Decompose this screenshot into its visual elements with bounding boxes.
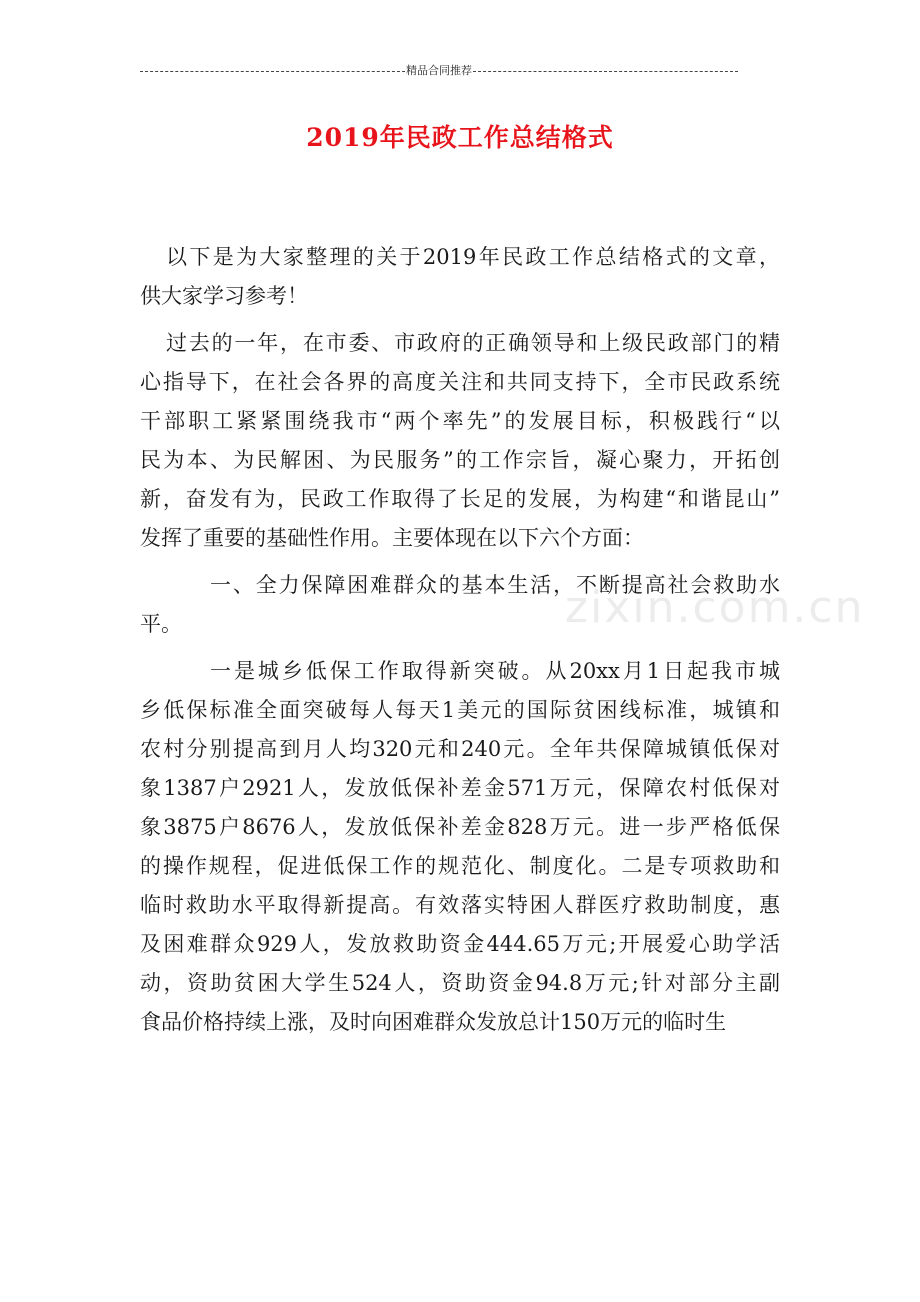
paragraph-line: 发挥了重要的基础性作用。主要体现在以下六个方面： (140, 526, 644, 550)
paragraph-line: 象3875户8676人，发放低保补差金828万元。进一步严格低保 (140, 815, 780, 839)
paragraph-line: 一是城乡低保工作取得新突破。从20xx月1日起我市城 (210, 659, 780, 683)
paragraph-line: 临时救助水平取得新提高。有效落实特困人群医疗救助制度，惠 (140, 893, 780, 917)
header-dash-right (473, 71, 738, 72)
paragraph-line: 动，资助贫困大学生524人，资助资金94.8万元;针对部分主副 (140, 971, 780, 995)
watermark: zixin.com.cn (565, 582, 865, 633)
paragraph-line: 供大家学习参考！ (140, 284, 308, 308)
paragraph-line: 及困难群众929人，发放救助资金444.65万元;开展爱心助学活 (140, 932, 780, 956)
paragraph (140, 566, 780, 644)
header-label: 精品合同推荐 (406, 64, 472, 77)
paragraph (140, 652, 780, 1042)
paragraph-line: 食品价格持续上涨，及时向困难群众发放总计150万元的临时生 (140, 1010, 727, 1034)
paragraph (140, 238, 780, 316)
document-title: 2019年民政工作总结格式 (306, 123, 614, 152)
paragraph-line: 平。 (140, 612, 182, 636)
paragraph-line: 乡低保标准全面突破每人每天1美元的国际贫困线标准，城镇和 (140, 698, 780, 722)
paragraph-line: 的操作规程，促进低保工作的规范化、制度化。二是专项救助和 (140, 854, 780, 878)
paragraph-line: 新，奋发有为，民政工作取得了长足的发展，为构建“和谐昆山” (140, 487, 780, 511)
paragraph (140, 324, 780, 558)
paragraph-line: 一、全力保障困难群众的基本生活，不断提高社会救助水 (210, 573, 780, 597)
document-body (140, 238, 780, 1050)
paragraph-line: 农村分别提高到月人均320元和240元。全年共保障城镇低保对 (140, 737, 780, 761)
header-banner (140, 64, 738, 78)
paragraph-line: 过去的一年，在市委、市政府的正确领导和上级民政部门的精 (166, 331, 780, 355)
paragraph-line: 象1387户2921人，发放低保补差金571万元，保障农村低保对 (140, 776, 780, 800)
header-dash-left (140, 71, 405, 72)
paragraph-line: 干部职工紧紧围绕我市“两个率先”的发展目标，积极践行“以 (140, 409, 780, 433)
paragraph-line: 心指导下，在社会各界的高度关注和共同支持下，全市民政系统 (140, 370, 780, 394)
paragraph-line: 以下是为大家整理的关于2019年民政工作总结格式的文章， (166, 245, 780, 269)
paragraph-line: 民为本、为民解困、为民服务”的工作宗旨，凝心聚力，开拓创 (140, 448, 780, 472)
